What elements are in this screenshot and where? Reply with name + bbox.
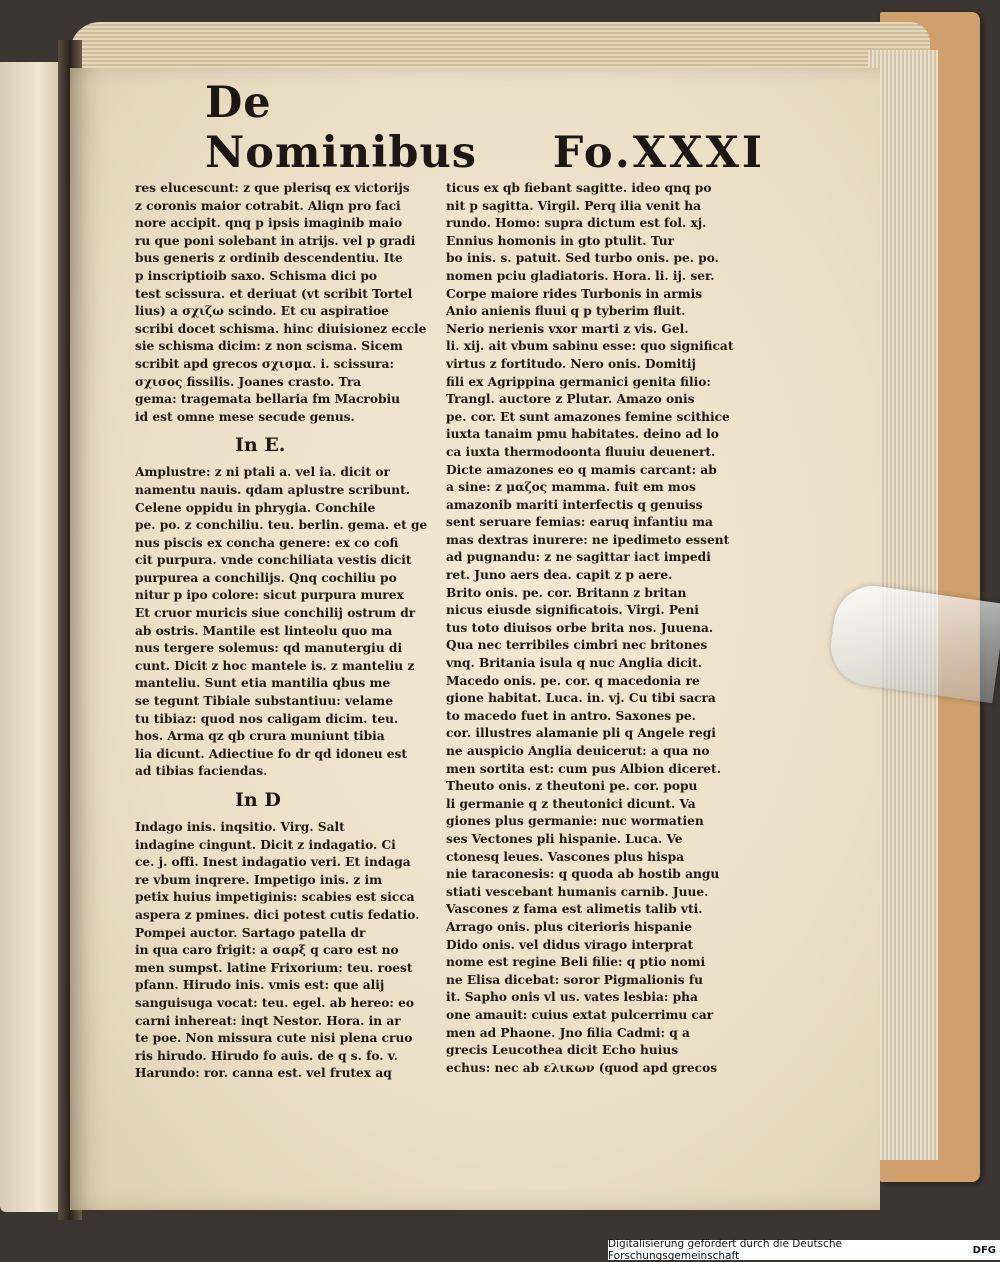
text-line: virtus z fortitudo. Nero onis. Domitij (446, 356, 696, 371)
text-line: lius) a σχιζω scindo. Et cu aspiratioe (135, 304, 389, 319)
text-line: iuxta tanaim pmu habitates. deino ad lo (446, 427, 719, 442)
section-heading: In E. (235, 434, 286, 457)
folio-number: Fo.XXXI (552, 128, 765, 178)
text-line: li. xij. ait vbum sabinu esse: quo significat (446, 339, 734, 354)
text-line: namentu nauis. qdam aplustre scribunt. (135, 482, 410, 497)
text-line: nus tergere solemus: qd manutergiu di (135, 641, 403, 656)
text-line: in qua caro frigit: a σαρξ q caro est no (135, 943, 399, 958)
text-line: echus: nec ab ελικων (quod apd grecos (446, 1060, 718, 1075)
text-line: res elucescunt: z que plerisq ex victorijs (135, 181, 410, 195)
text-line: mas dextras inurere: ne ipedimeto essent (446, 532, 730, 547)
footer-text: Digitalisierung gefördert durch die Deutsche Forschungsgemeinschaft (608, 1238, 842, 1262)
text-line: vnq. Britania isula q nuc Anglia dicit. (446, 656, 703, 671)
text-line: ad tibias faciendas. (135, 764, 268, 779)
text-line: ret. Juno aers dea. capit z p aere. (446, 568, 673, 583)
text-line: z coronis maior cotrabit. Aliqn pro faci (135, 198, 401, 213)
text-line: tus toto diuisos orbe brita nos. Juuena. (446, 620, 714, 635)
text-line: men sortita est: cum pus Albion diceret. (446, 761, 721, 776)
text-line: nus piscis ex concha genere: ex co cofi (135, 535, 399, 550)
text-line: gema: tragemata bellaria fm Macrobiu (135, 392, 400, 407)
text-line: Vascones z fama est alimetis talib vti. (446, 902, 703, 917)
text-line: cor. illustres alamanie pli q Angele regi (446, 726, 716, 741)
text-column-left (135, 180, 445, 1083)
text-line: indagine cingunt. Dicit z indagatio. Ci (135, 837, 396, 852)
text-line: ses Vectones pli hispanie. Luca. Ve (446, 831, 683, 846)
text-line: nit p sagitta. Virgil. Perq ilia venit ha (446, 198, 702, 213)
text-line: pfann. Hirudo inis. vmis est: que alij (135, 978, 385, 993)
text-line: nore accipit. qnq p ipsis imaginib maio (135, 216, 403, 231)
text-line: cit purpura. vnde conchiliata vestis dicit (135, 553, 412, 568)
text-line: sent seruare femias: earuq infantiu ma (446, 515, 713, 530)
text-line: carni inhereat: inqt Nestor. Hora. in ar (135, 1013, 401, 1028)
text-line: a sine: z μαζος mamma. fuit em mos (446, 480, 696, 495)
text-line: hos. Arma qz qb crura muniunt tibia (135, 729, 385, 744)
text-line: giones plus germanie: nuc wormatien (446, 814, 704, 829)
text-line: Brito onis. pe. cor. Britann z britan (446, 585, 687, 600)
text-line: Harundo: ror. canna est. vel frutex aq (135, 1066, 392, 1081)
text-line: scribit apd grecos σχισμα. i. scissura: (135, 356, 394, 371)
text-line: men ad Phaone. Jno filia Cadmi: q a (446, 1025, 690, 1040)
text-line: Theuto onis. z theutoni pe. cor. popu (446, 779, 698, 794)
text-line: Anio anienis fluui q p tyberim fluit. (446, 304, 686, 319)
text-line: ris hirudo. Hirudo fo auis. de q s. fo. v. (135, 1048, 398, 1063)
funding-footer (608, 1240, 1000, 1260)
text-line: Macedo onis. pe. cor. q macedonia re (446, 673, 700, 688)
text-line: nitur p ipo colore: sicut purpura murex (135, 588, 404, 603)
text-line: se tegunt Tibiale substantiuu: velame (135, 694, 393, 709)
text-line: nomen pciu gladiatoris. Hora. li. ij. ser. (446, 268, 715, 283)
text-line: p inscriptioib saxo. Schisma dici po (135, 268, 378, 283)
text-line: nome est regine Beli filie: q ptio nomi (446, 955, 706, 970)
dfg-logo: DFG (972, 1244, 996, 1256)
text-line: te poe. Non missura cute nisi plena cruo (135, 1031, 413, 1046)
text-line: manteliu. Sunt etia mantilia qbus me (135, 676, 391, 691)
text-line: sanguisuga vocat: teu. egel. ab hereo: eo (135, 995, 414, 1010)
text-line: ca iuxta thermodoonta fluuiu deuenert. (446, 444, 716, 459)
text-line: nicus eiusde significatois. Virgi. Peni (446, 603, 699, 618)
running-head (205, 78, 765, 178)
text-line: ne Elisa dicebat: soror Pigmalionis fu (446, 972, 703, 987)
text-line: aspera z pmines. dici potest cutis fedatio. (135, 907, 420, 922)
text-line: tu tibiaz: quod nos caligam dicim. teu. (135, 711, 399, 726)
text-line: to macedo fuet in antro. Saxones pe. (446, 708, 696, 723)
text-line: stiati vescebant humanis carnib. Juue. (446, 884, 709, 899)
text-line: gione habitat. Luca. in. vj. Cu tibi sacra (446, 691, 716, 706)
text-line: ce. j. offi. Inest indagatio veri. Et indaga (135, 855, 411, 870)
text-line: pe. po. z conchiliu. teu. berlin. gema. et ge (135, 518, 428, 533)
text-line: Pompei auctor. Sartago patella dr (135, 925, 366, 940)
text-line: men sumpst. latine Frixorium: teu. roest (135, 960, 413, 975)
text-line: ad pugnandu: z ne sagittar iact impedi (446, 550, 711, 565)
text-line: Nerio nerienis vxor marti z vis. Gel. (446, 321, 689, 336)
text-line: σχισος fissilis. Joanes crasto. Tra (135, 374, 362, 389)
text-line: purpurea a conchilijs. Qnq cochiliu po (135, 570, 397, 585)
text-line: Celene oppidu in phrygia. Conchile (135, 500, 376, 515)
text-line: it. Sapho onis vl us. vates lesbia: pha (446, 990, 698, 1005)
text-line: petix huius impetiginis: scabies est sicca (135, 890, 415, 905)
page-title: De Nominibus (205, 78, 477, 178)
text-line: li germanie q z theutonici dicunt. Va (446, 796, 696, 811)
text-line: cunt. Dicit z hoc mantele is. z manteliu z (135, 658, 415, 673)
text-line: test scissura. et deriuat (vt scribit Tortel (135, 286, 413, 301)
text-line: pe. cor. Et sunt amazones femine scithice (446, 409, 730, 424)
text-line: Trangl. auctore z Plutar. Amazo onis (446, 392, 695, 407)
text-line: fili ex Agrippina germanici genita filio: (446, 374, 711, 389)
text-line: one amauit: cuius extat pulcerrimu car (446, 1007, 714, 1022)
section-heading: In D (235, 789, 281, 811)
text-column-right (446, 180, 768, 1077)
text-line: bus generis z ordinib descendentiu. Ite (135, 251, 403, 266)
text-line: Ennius homonis in gto ptulit. Tur (446, 233, 675, 248)
text-line: Et cruor muricis siue conchilij ostrum dr (135, 606, 416, 621)
text-line: scribi docet schisma. hinc diuisionez eccle (135, 321, 427, 336)
text-line: ne auspicio Anglia deuicerut: a qua no (446, 744, 710, 758)
text-line: bo inis. s. patuit. Sed turbo onis. pe. po. (446, 251, 719, 266)
text-line: Dicte amazones eo q mamis carcant: ab (446, 462, 717, 477)
text-line: Arrago onis. plus citerioris hispanie (446, 919, 692, 934)
text-line: amazonib mariti interfectis q genuiss (446, 497, 703, 512)
text-line: lia dicunt. Adiectiue fo dr qd idoneu est (135, 746, 408, 761)
page-edges-top (70, 22, 930, 70)
text-line: Dido onis. vel didus virago interprat (446, 937, 694, 952)
text-line: Corpe maiore rides Turbonis in armis (446, 286, 703, 301)
text-line: ctonesq leues. Vascones plus hispa (446, 849, 685, 864)
text-line: ticus ex qb fiebant sagitte. ideo qnq po (446, 181, 712, 195)
text-line: ab ostris. Mantile est linteolu quo ma (135, 623, 393, 638)
text-line: Qua nec terribiles cimbri nec britones (446, 638, 708, 653)
text-line: Indago inis. inqsitio. Virg. Salt (135, 820, 345, 834)
text-line: nie taraconesis: q quoda ab hostib angu (446, 867, 720, 882)
text-line: ru que poni solebant in atrijs. vel p gradi (135, 233, 416, 248)
text-line: re vbum inqrere. Impetigo inis. z im (135, 872, 383, 887)
text-line: Amplustre: z ni ptali a. vel ia. dicit or (135, 465, 390, 480)
text-line: rundo. Homo: supra dictum est fol. xj. (446, 216, 707, 231)
text-line: grecis Leucothea dicit Echo huius (446, 1043, 679, 1058)
text-line: sie schisma dicim: z non scisma. Sicem (135, 339, 403, 354)
text-line: id est omne mese secude genus. (135, 409, 355, 424)
